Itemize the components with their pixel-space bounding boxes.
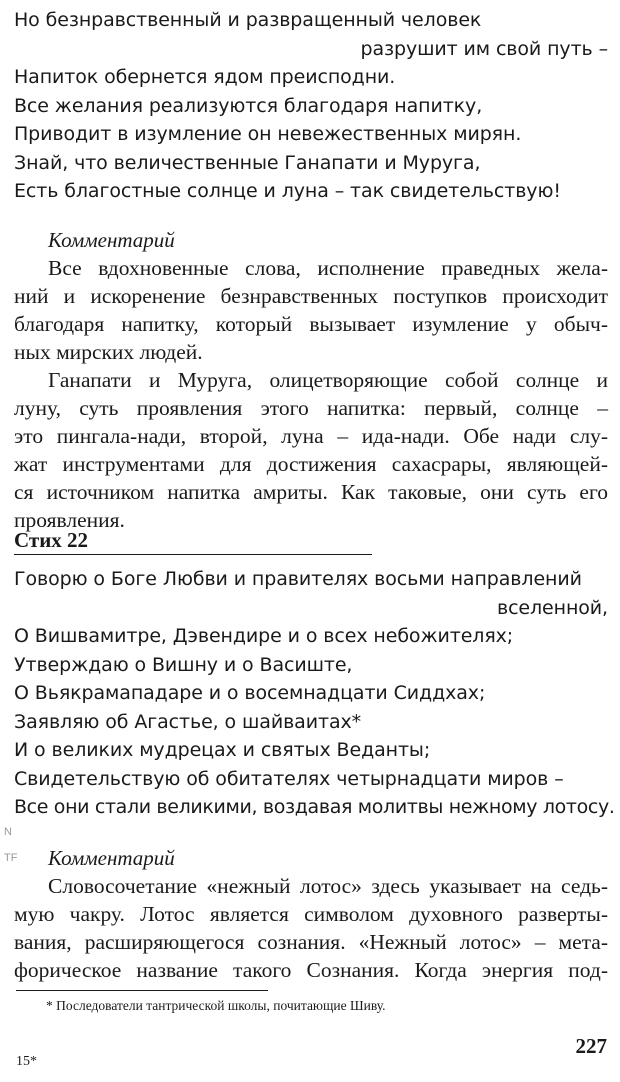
verse-line: О Вишвамитре, Дэвендире и о всех небожителях; bbox=[14, 625, 514, 647]
verse-22 bbox=[14, 565, 615, 822]
footnote-divider bbox=[16, 990, 268, 991]
prose-line: жат инструментами для достижения сахасрары, являющей- bbox=[14, 452, 608, 476]
verse-21 bbox=[14, 6, 608, 206]
prose-line: Ганапати и Муруга, олицетворяющие собой солнце и bbox=[48, 368, 608, 392]
margin-mark: TF bbox=[4, 852, 18, 864]
prose-line: ся источником напитка амриты. Как таковые, они суть его bbox=[14, 480, 608, 504]
verse-line: разрушит им свой путь – bbox=[360, 37, 608, 60]
prose-line: мую чакру. Лотос является символом духовного разверты- bbox=[14, 902, 608, 926]
signature-mark: 15* bbox=[16, 1054, 37, 1069]
prose-line: благодаря напитку, который вызывает изумление у обыч- bbox=[14, 312, 608, 336]
prose-line: вания, расширяющегося сознания. «Нежный лотос» – мета- bbox=[14, 930, 608, 954]
footnote: * Последователи тантрической школы, почитающие Шиву. bbox=[46, 998, 386, 1013]
verse-line: Свидетельствую об обитателях четырнадцати миров – bbox=[14, 767, 564, 790]
section-divider bbox=[14, 554, 372, 555]
verse-line: О Вьякрамападаре и о восемнадцати Сиддхах; bbox=[14, 682, 486, 704]
commentary-1-text bbox=[14, 254, 608, 534]
verse-line: Но безнравственный и развращенный человек bbox=[14, 9, 482, 31]
verse-line: Напиток обернется ядом преисподни. bbox=[14, 66, 396, 88]
margin-mark: N bbox=[4, 826, 12, 838]
verse-line: Знай, что величественные Ганапати и Муруга, bbox=[14, 151, 481, 174]
prose-line: Словосочетание «нежный лотос» здесь указывает на седь- bbox=[48, 874, 608, 898]
page-number: 227 bbox=[575, 1034, 607, 1058]
commentary-heading: Комментарий bbox=[48, 228, 175, 252]
prose-line: Все вдохновенные слова, исполнение праведных жела- bbox=[48, 256, 608, 280]
verse-line: Говорю о Боге Любви и правителях восьми направлений bbox=[14, 568, 582, 590]
verse-line: Утверждаю о Вишну и о Васиште, bbox=[14, 653, 353, 676]
prose-line: проявления. bbox=[14, 508, 125, 532]
verse-line: Есть благостные солнце и луна – так свидетельствую! bbox=[14, 180, 561, 202]
prose-line: это пингала-нади, второй, луна – ида-нади. Обе нади слу- bbox=[14, 424, 608, 448]
prose-line: форическое название такого Сознания. Когда энергия под- bbox=[14, 958, 608, 982]
verse-line: Все они стали великими, воздавая молитвы нежному лотосу. bbox=[14, 796, 615, 818]
verse-line: Все желания реализуются благодаря напитку, bbox=[14, 94, 483, 117]
verse-line: Заявляю об Агастье, о шайваитах* bbox=[14, 710, 362, 733]
verse-line: Приводит в изумление он невежественных мирян. bbox=[14, 123, 522, 145]
commentary-2-text bbox=[14, 872, 608, 984]
section-title: Стих 22 bbox=[14, 528, 89, 552]
prose-line: ных мирских людей. bbox=[14, 340, 203, 364]
prose-line: луну, суть проявления этого напитка: первый, солнце – bbox=[14, 396, 608, 420]
verse-line: вселенной, bbox=[496, 596, 608, 619]
verse-line: И о великих мудрецах и святых Веданты; bbox=[14, 739, 431, 761]
commentary-heading: Комментарий bbox=[48, 846, 175, 870]
prose-line: ний и искоренение безнравственных поступков происходит bbox=[14, 284, 608, 308]
